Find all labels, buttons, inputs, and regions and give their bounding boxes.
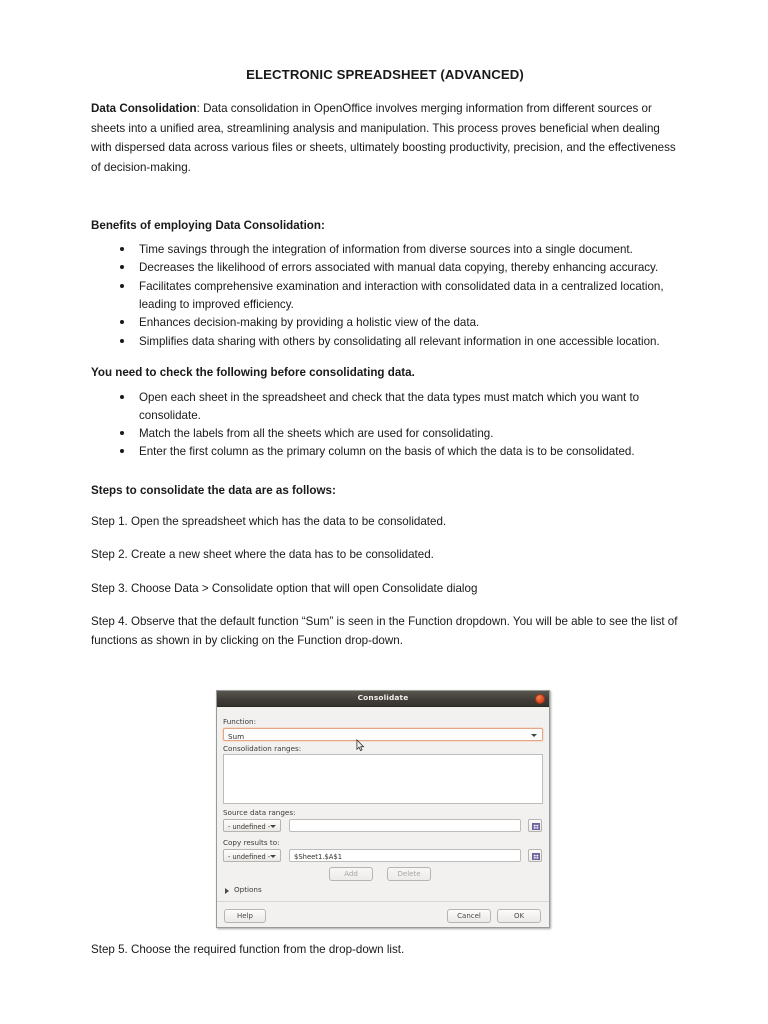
list-item-text: Enter the first column as the primary column on the basis of which the data is to be consolidated. bbox=[139, 445, 635, 459]
list-item bbox=[91, 389, 679, 426]
triangle-right-icon bbox=[225, 888, 229, 894]
divider bbox=[217, 901, 549, 902]
bullet-icon bbox=[120, 431, 124, 435]
step-1: Step 1. Open the spreadsheet which has the data to be consolidated. bbox=[91, 515, 447, 529]
source-data-ranges-select[interactable] bbox=[223, 819, 281, 832]
dialog-body bbox=[217, 707, 549, 928]
function-dropdown[interactable] bbox=[223, 728, 543, 741]
help-button[interactable]: Help bbox=[224, 909, 266, 923]
list-item bbox=[91, 425, 679, 443]
dialog-titlebar bbox=[217, 691, 549, 707]
checklist-heading: You need to check the following before consolidating data. bbox=[91, 365, 415, 379]
benefits-heading: Benefits of employing Data Consolidation: bbox=[91, 218, 325, 232]
list-item-text: Time savings through the integration of information from diverse sources into a single document. bbox=[139, 243, 633, 257]
close-icon[interactable] bbox=[535, 694, 545, 704]
chevron-down-icon bbox=[270, 855, 276, 858]
grid-glyph bbox=[532, 853, 540, 860]
source-data-ranges-select-value: - undefined - bbox=[228, 822, 271, 831]
list-item bbox=[91, 278, 679, 315]
shrink-range-icon[interactable] bbox=[528, 819, 542, 832]
list-item-text: Simplifies data sharing with others by consolidating all relevant information in one accessible location. bbox=[139, 334, 660, 348]
dialog-title: Consolidate bbox=[357, 693, 409, 702]
chevron-down-icon bbox=[270, 825, 276, 828]
list-item bbox=[91, 333, 679, 351]
list-item-text: Match the labels from all the sheets which are used for consolidating. bbox=[139, 427, 494, 441]
cancel-button[interactable]: Cancel bbox=[447, 909, 491, 923]
list-item bbox=[91, 443, 679, 461]
intro-body: : Data consolidation in OpenOffice involves merging information from different sources or sheets into a unified area, streamlining analysis and manipulation. This process proves beneficial when dealing with dispersed data across various files or sheets, ultimately boosting productivity, precision, and the effectiveness of decision-making. bbox=[91, 102, 676, 174]
steps-heading: Steps to consolidate the data are as follows: bbox=[91, 483, 336, 497]
step-3: Step 3. Choose Data > Consolidate option that will open Consolidate dialog bbox=[91, 581, 478, 595]
add-button[interactable]: Add bbox=[329, 867, 373, 881]
bullet-icon bbox=[120, 339, 124, 343]
grid-glyph bbox=[532, 823, 540, 830]
copy-results-to-input[interactable] bbox=[289, 849, 521, 862]
page-title: ELECTRONIC SPREADSHEET (ADVANCED) bbox=[246, 67, 524, 82]
consolidate-dialog bbox=[216, 690, 550, 928]
consolidation-ranges-label: Consolidation ranges: bbox=[223, 744, 302, 753]
bullet-icon bbox=[120, 395, 124, 399]
bullet-icon bbox=[120, 284, 124, 288]
spacer bbox=[91, 462, 679, 481]
copy-results-to-select-value: - undefined - bbox=[228, 852, 271, 861]
ok-button[interactable]: OK bbox=[497, 909, 541, 923]
spacer bbox=[91, 500, 679, 512]
step-2: Step 2. Create a new sheet where the data has to be consolidated. bbox=[91, 548, 434, 562]
list-item bbox=[91, 259, 679, 277]
bullet-icon bbox=[120, 265, 124, 269]
list-item-text: Enhances decision-making by providing a holistic view of the data. bbox=[139, 316, 480, 330]
spacer bbox=[91, 351, 679, 363]
chevron-down-icon bbox=[531, 734, 537, 737]
options-label: Options bbox=[234, 885, 262, 894]
list-item bbox=[91, 241, 679, 259]
delete-button[interactable]: Delete bbox=[387, 867, 431, 881]
document-content bbox=[91, 66, 679, 650]
list-item bbox=[91, 314, 679, 332]
source-data-ranges-label: Source data ranges: bbox=[223, 808, 296, 817]
benefits-list bbox=[91, 241, 679, 351]
bullet-icon bbox=[120, 449, 124, 453]
intro-paragraph bbox=[91, 99, 679, 177]
step-4: Step 4. Observe that the default function “Sum” is seen in the Function dropdown. You will be able to see the list of functions as shown in by clicking on the Function drop-down. bbox=[91, 614, 678, 648]
list-item-text: Open each sheet in the spreadsheet and check that the data types must match which you want to consolidate. bbox=[139, 390, 640, 422]
list-item-text: Facilitates comprehensive examination and interaction with consolidated data in a centralized location, leading to improved efficiency. bbox=[139, 279, 664, 312]
function-value: Sum bbox=[228, 731, 245, 741]
bullet-icon bbox=[120, 320, 124, 324]
shrink-range-icon[interactable] bbox=[528, 849, 542, 862]
spacer bbox=[91, 178, 679, 216]
consolidate-dialog-figure bbox=[216, 690, 550, 928]
step-5: Step 5. Choose the required function from the drop-down list. bbox=[91, 943, 405, 956]
source-data-ranges-input[interactable] bbox=[289, 819, 521, 832]
intro-lead: Data Consolidation bbox=[91, 102, 197, 116]
consolidation-ranges-listbox[interactable] bbox=[223, 754, 543, 804]
list-item-text: Decreases the likelihood of errors associated with manual data copying, thereby enhancing accuracy. bbox=[139, 261, 659, 275]
copy-results-to-value: $Sheet1.$A$1 bbox=[294, 852, 343, 861]
bullet-icon bbox=[120, 247, 124, 251]
copy-results-to-label: Copy results to: bbox=[223, 838, 280, 847]
checklist-list bbox=[91, 389, 679, 462]
copy-results-to-select[interactable] bbox=[223, 849, 281, 862]
function-label: Function: bbox=[223, 717, 256, 726]
